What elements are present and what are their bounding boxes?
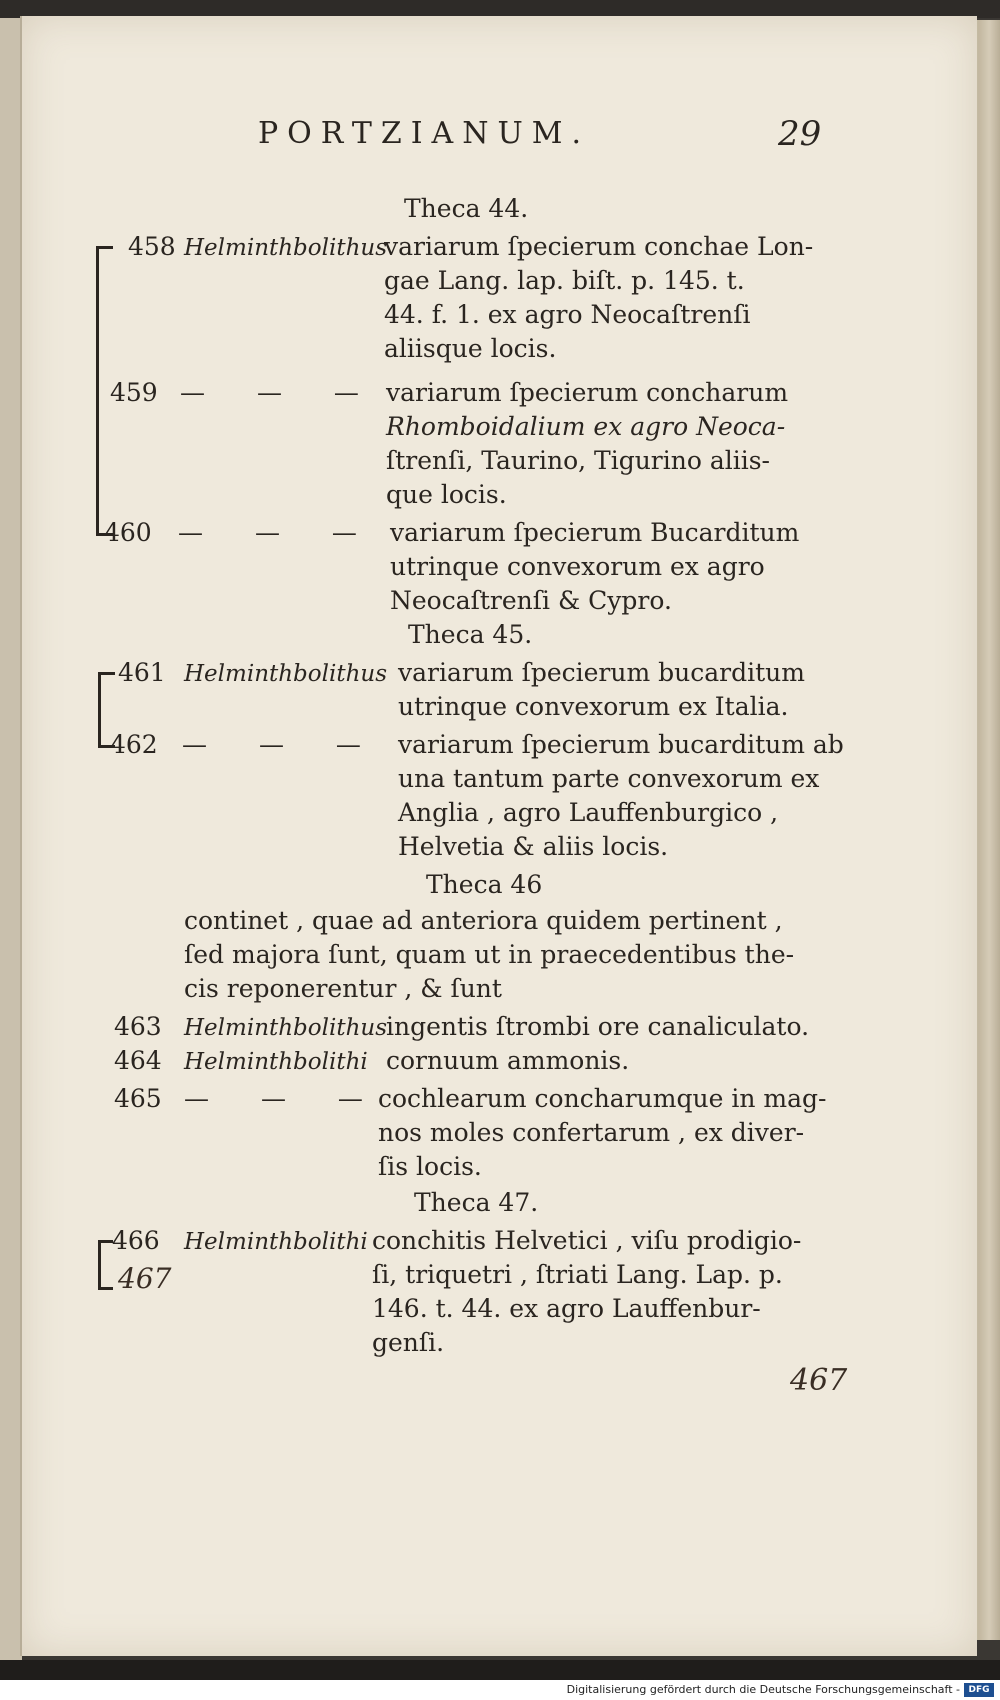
entry-number: 465: [114, 1084, 162, 1113]
entry-line: 44. f. 1. ex agro Neocaſtrenſi: [384, 300, 751, 329]
entry-name: Helminthbolithi: [184, 1229, 368, 1255]
entry-line: una tantum parte convexorum ex: [398, 764, 820, 793]
entry-name: Helminthbolithus: [184, 1015, 388, 1041]
entry-line: variarum ſpecierum bucarditum ab: [398, 730, 844, 759]
entry-number: 466: [112, 1226, 160, 1255]
ditto-dashes: — — —: [182, 730, 383, 759]
entry-line: aliisque locis.: [384, 334, 557, 363]
entry-line: variarum ſpecierum Bucarditum: [390, 518, 800, 547]
page-left-edge: [0, 18, 22, 1660]
ditto-dashes: — — —: [184, 1084, 385, 1113]
entry-line: utrinque convexorum ex agro: [390, 552, 765, 581]
entry-number: 458: [128, 232, 176, 261]
entry-name: Helminthbolithus: [184, 235, 388, 261]
ditto-dashes: — — —: [178, 518, 379, 547]
entry-number: 460: [104, 518, 152, 547]
entry-line: que locis.: [386, 480, 507, 509]
section-heading: Theca 46: [426, 870, 543, 899]
handwritten-bracket: [96, 246, 113, 536]
handwritten-bracket: [98, 1240, 113, 1290]
entry-line: ſis locis.: [378, 1152, 482, 1181]
handwritten-note: 467: [118, 1262, 172, 1295]
intro-line: ſed majora ſunt, quam ut in praecedentibus the-: [184, 940, 795, 969]
entry-name: Helminthbolithus: [184, 661, 388, 687]
handwritten-bracket: [98, 672, 115, 748]
entry-line: Helvetia & aliis locis.: [398, 832, 669, 861]
entry-line: gae Lang. lap. biſt. p. 145. t.: [384, 266, 745, 295]
running-head: PORTZIANUM.: [258, 116, 590, 151]
intro-line: continet , quae ad anteriora quidem pertinent ,: [184, 906, 783, 935]
entry-number: 463: [114, 1012, 162, 1041]
entry-line: variarum ſpecierum conchae Lon-: [384, 232, 814, 261]
entry-line: variarum ſpecierum concharum: [386, 378, 789, 407]
intro-line: cis reponerentur , & ſunt: [184, 974, 502, 1003]
entry-line: Rhomboidalium ex agro Neoca-: [386, 412, 786, 441]
entry-line: Anglia , agro Lauffenburgico ,: [398, 798, 779, 827]
entry-line: ingentis ſtrombi ore canaliculato.: [386, 1012, 810, 1041]
entry-line: conchitis Helvetici , viſu prodigio-: [372, 1226, 802, 1255]
section-heading: Theca 47.: [414, 1188, 539, 1217]
handwritten-note: 467: [790, 1363, 848, 1398]
page-number: 29: [778, 114, 822, 154]
entry-number: 459: [110, 378, 158, 407]
entry-line: variarum ſpecierum bucarditum: [398, 658, 805, 687]
section-heading: Theca 45.: [408, 620, 533, 649]
entry-number: 462: [110, 730, 158, 759]
dfg-logo: DFG: [964, 1683, 994, 1697]
entry-line: Neocaſtrenſi & Cypro.: [390, 586, 672, 615]
entry-line: utrinque convexorum ex Italia.: [398, 692, 789, 721]
entry-number: 464: [114, 1046, 162, 1075]
section-heading: Theca 44.: [404, 194, 529, 223]
entry-number: 461: [118, 658, 166, 687]
entry-line: cornuum ammonis.: [386, 1046, 630, 1075]
entry-name: Helminthbolithi: [184, 1049, 368, 1075]
entry-line: 146. t. 44. ex agro Lauffenbur-: [372, 1294, 761, 1323]
entry-line: cochlearum concharumque in mag-: [378, 1084, 827, 1113]
digitization-credit: Digitalisierung gefördert durch die Deutsche Forschungsgemeinschaft -: [566, 1683, 960, 1696]
entry-line: ſi, triquetri , ſtriati Lang. Lap. p.: [372, 1260, 783, 1289]
entry-line: nos moles confertarum , ex diver-: [378, 1118, 805, 1147]
entry-line: ſtrenſi, Taurino, Tigurino aliis-: [386, 446, 771, 475]
ditto-dashes: — — —: [180, 378, 381, 407]
entry-line: genſi.: [372, 1328, 445, 1357]
